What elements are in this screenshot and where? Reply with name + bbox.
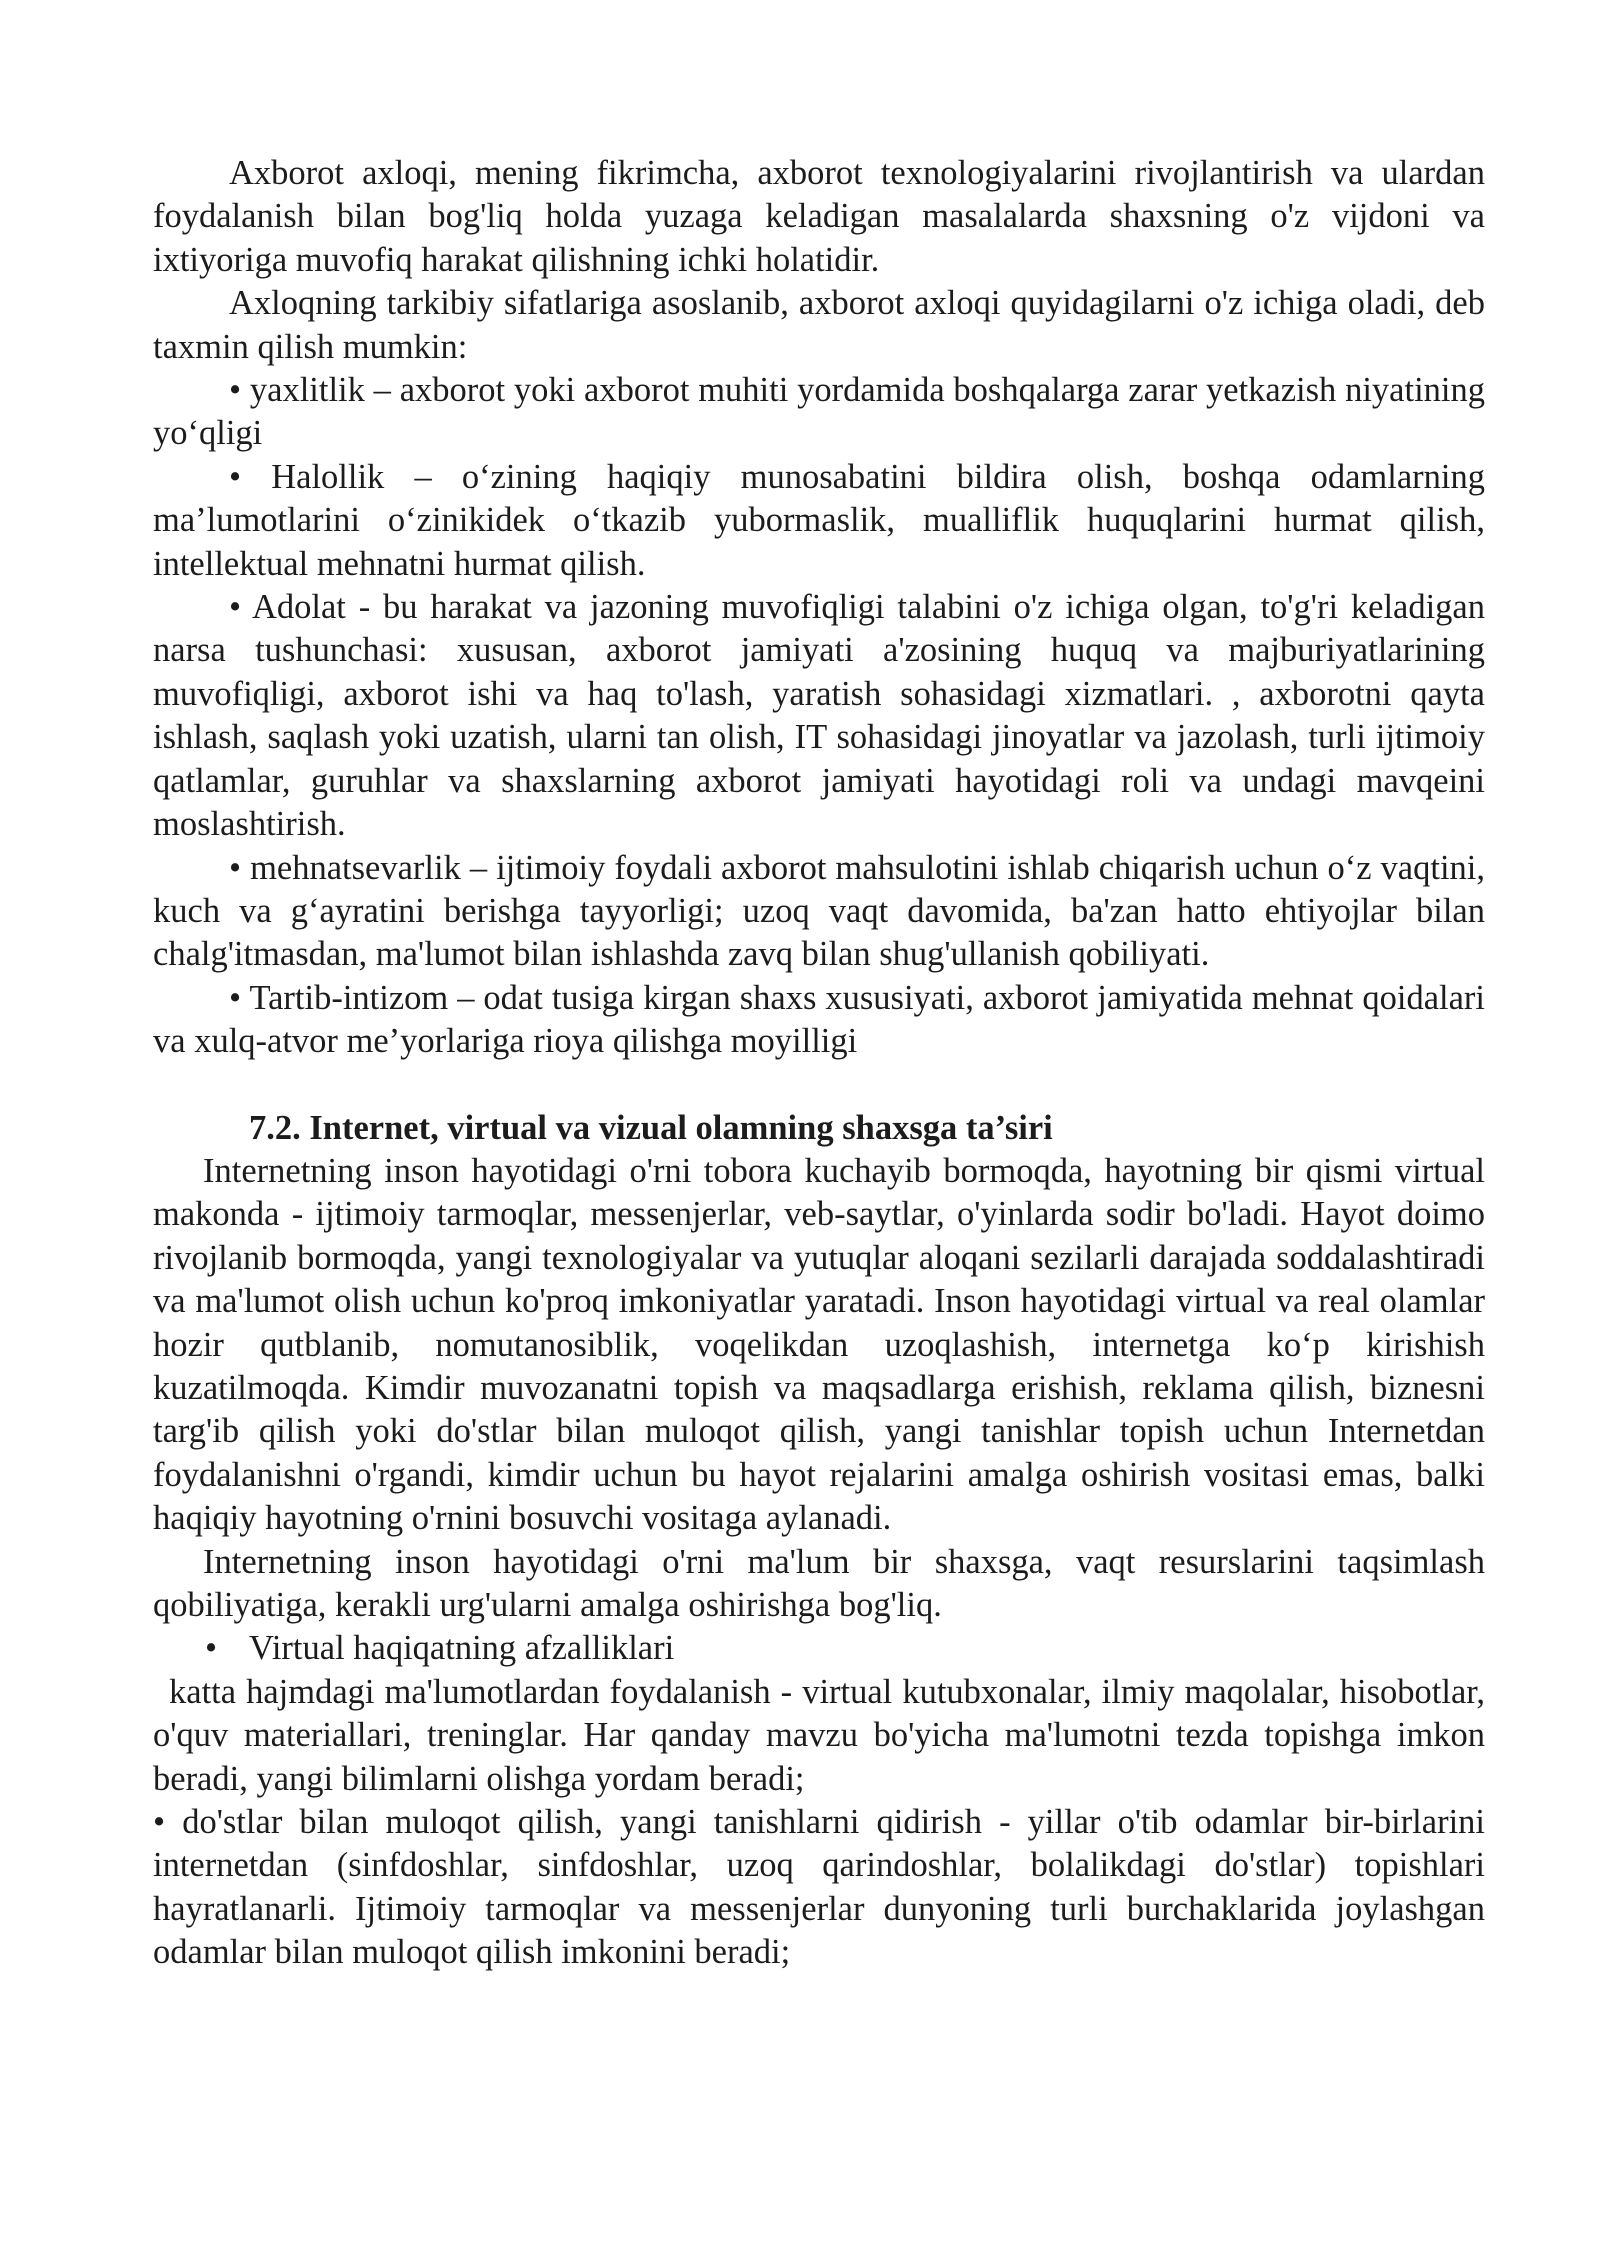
list-item-justice: • Adolat - bu harakat va jazoning muvofiqligi talabini o'z ichiga olgan, to'g'ri keladigan narsa tushunchasi: xususan, axborot jamiyati a'zosining huquq va majburiyatlarining muvofiqligi, axborot ishi va haq to'lash, yaratish sohasidagi xizmatlari. , axborotni qayta ishlash, saqlash yoki uzatish, ularni tan olish, IT sohasidagi jinoyatlar va jazolash, turli ijtimoiy qatlamlar, guruhlar va shaxslarning axborot jamiyati hayotidagi roli va undagi mavqeini moslashtirish. — [153, 588, 1485, 844]
list-item-honesty: • Halollik – o‘zining haqiqiy munosabatini bildira olish, boshqa odamlarning ma’lumotlarini o‘zinikidek o‘tkazib yubormaslik, mualliflik huquqlarini hurmat qilish, intellektual mehnatni hurmat qilish. — [153, 457, 1485, 583]
list-item-integrity: • yaxlitlik – axborot yoki axborot muhiti yordamida boshqalarga zarar yetkazish niyatining yo‘qligi — [153, 371, 1485, 453]
paragraph-large-data-use: katta hajmdagi ma'lumotlardan foydalanish - virtual kutubxonalar, ilmiy maqolalar, hisobotlar, o'quv materiallari, treninglar. Har qanday mavzu bo'yicha ma'lumotni tezda topishga imkon beradi, yangi bilimlarni olishga yordam beradi; — [153, 1672, 1485, 1798]
list-item-label: Virtual haqiqatning afzalliklari — [249, 1629, 675, 1668]
list-item-communication: • do'stlar bilan muloqot qilish, yangi tanishlarni qidirish - yillar o'tib odamlar bir-birlarini internetdan (sinfdoshlar, sinfdoshlar, uzoq qarindoshlar, bolalikdagi do'stlar) topishlari hayratlanarli. Ijtimoiy tarmoqlar va messenjerlar dunyoning turli burchaklarida joylashgan odamlar bilan muloqot qilish imkonini beradi; — [153, 1803, 1485, 1972]
list-item-discipline: • Tartib-intizom – odat tusiga kirgan shaxs xususiyati, axborot jamiyatida mehnat qoidalari va xulq-atvor me’yorlariga rioya qilishga moyilligi — [153, 978, 1485, 1061]
bullet-icon: • — [205, 1629, 218, 1668]
list-item-diligence: • mehnatsevarlik – ijtimoiy foydali axborot mahsulotini ishlab chiqarish uchun o‘z vaqtini, kuch va g‘ayratini berishga tayyorligi; uzoq vaqt davomida, ba'zan hatto ehtiyojlar bilan chalg'itmasdan, ma'lumot bilan ishlashda zavq bilan shug'ullanish qobiliyati. — [153, 848, 1485, 974]
paragraph-internet-depends: Internetning inson hayotidagi o'rni ma'lum bir shaxsga, vaqt resurslarini taqsimlash qobiliyatiga, kerakli urg'ularni amalga oshirishga bog'liq. — [153, 1542, 1485, 1624]
paragraph-internet-role: Internetning inson hayotidagi o'rni tobora kuchayib bormoqda, hayotning bir qismi virtual makonda - ijtimoiy tarmoqlar, messenjerlar, veb-saytlar, o'yinlarda sodir bo'ladi. Hayot doimo rivojlanib bormoqda, yangi texnologiyalar va yutuqlar aloqani sezilarli darajada soddalashtiradi va ma'lumot olish uchun ko'proq imkoniyatlar yaratadi. Inson hayotidagi virtual va real olamlar hozir qutblanib, nomutanosiblik, voqelikdan uzoqlashish, internetga ko‘p kirishish kuzatilmoqda. Kimdir muvozanatni topish va maqsadlarga erishish, reklama qilish, biznesni targ'ib qilish yoki do'stlar bilan muloqot qilish, yangi tanishlar topish uchun Internetdan foydalanishni o'rgandi, kimdir uchun bu hayot rejalarini amalga oshirish vositasi emas, balki haqiqiy hayotning o'rnini bosuvchi vositaga aylanadi. — [153, 1151, 1485, 1538]
paragraph-ethics-qualities-intro: Axloqning tarkibiy sifatlariga asoslanib, axborot axloqi quyidagilarni o'z ichiga oladi, deb taxmin qilish mumkin: — [153, 284, 1485, 366]
list-item-virtual-advantages — [153, 1627, 1485, 1670]
section-heading: 7.2. Internet, virtual va vizual olamning shaxsga ta’siri — [249, 1108, 1053, 1147]
document-page — [153, 152, 1485, 1975]
paragraph-info-ethics-definition: Axborot axloqi, mening fikrimcha, axborot texnologiyalarini rivojlantirish va ulardan foydalanish bilan bog'liq holda yuzaga keladigan masalalarda shaxsning o'z vijdoni va ixtiyoriga muvofiq harakat qilishning ichki holatidir. — [153, 154, 1485, 279]
